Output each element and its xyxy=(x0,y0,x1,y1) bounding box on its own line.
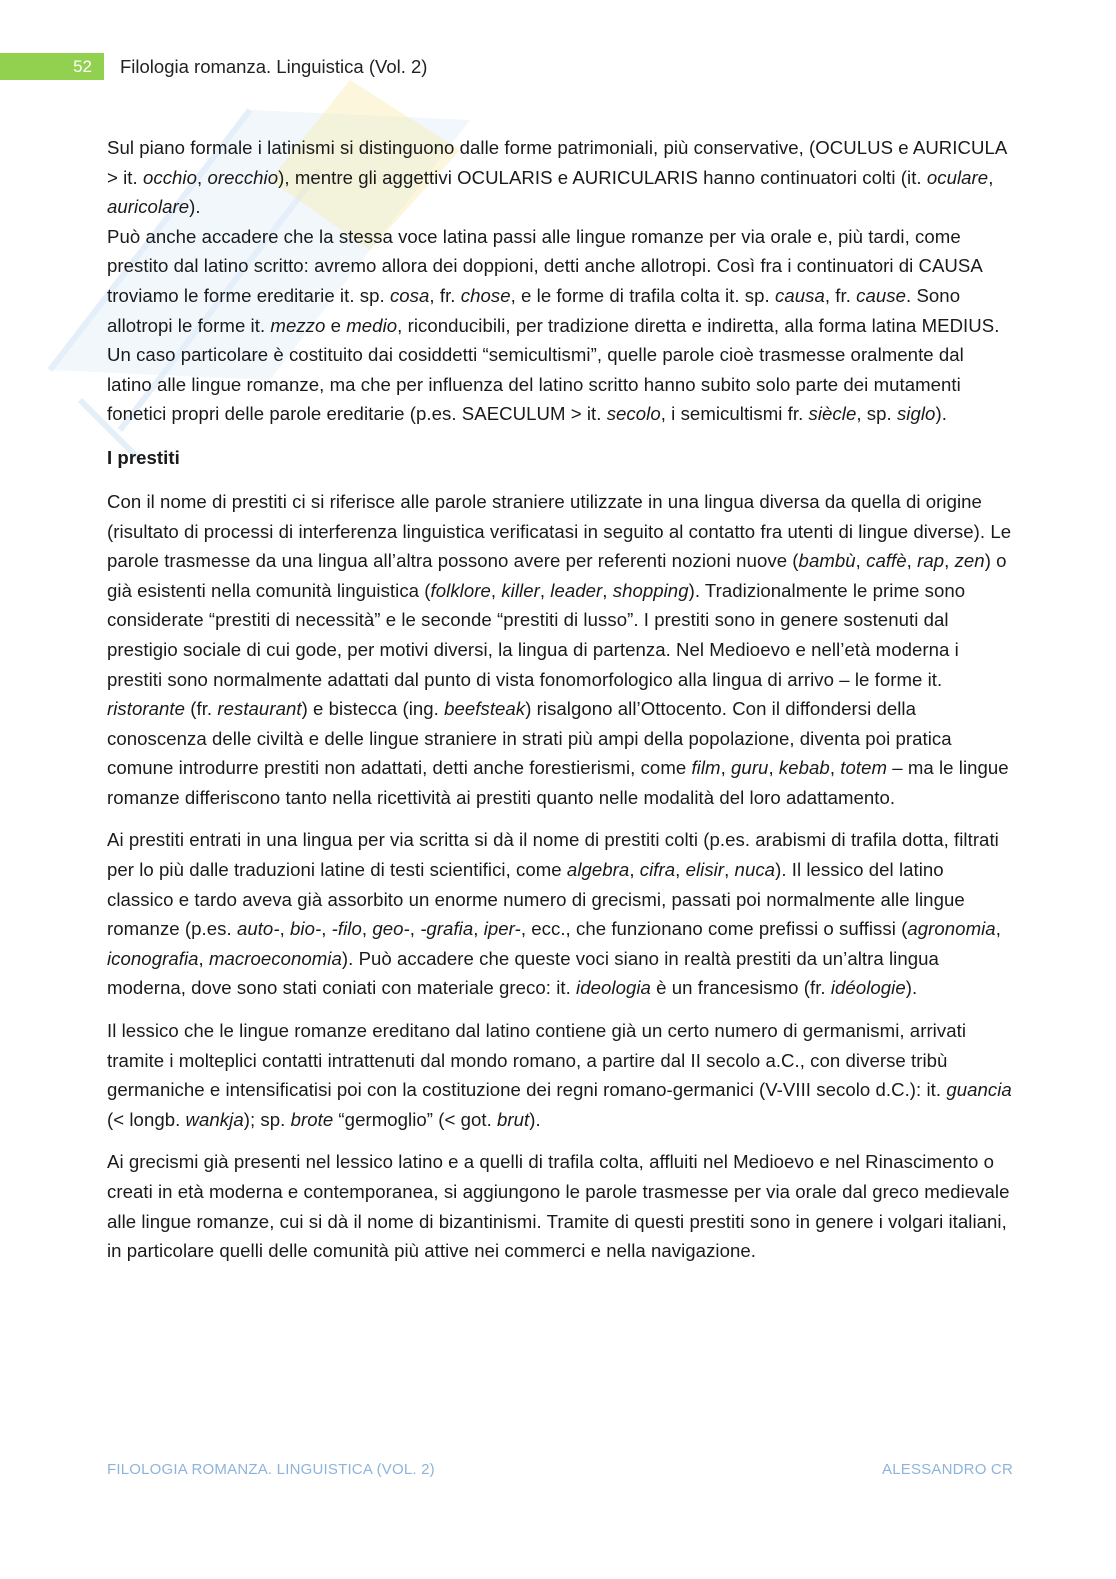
italic-term: leader xyxy=(550,579,603,601)
italic-term: killer xyxy=(501,579,540,601)
italic-term: kebab xyxy=(778,757,830,779)
italic-term: auto- xyxy=(236,918,280,940)
italic-term: shopping xyxy=(612,579,689,601)
paragraph: Sul piano formale i latinismi si distinguono dalle forme patrimoniali, più conservative, (OCULUS e AURICULA > it. occhio, orecchio), mentre gli aggettivi OCULARIS e AURICULARIS hanno continuatori colti (it. oculare, auricolare). xyxy=(107,137,1007,218)
italic-term: folklore xyxy=(430,579,491,601)
italic-term: elisir xyxy=(685,859,725,881)
paragraph: Ai prestiti entrati in una lingua per via scritta si dà il nome di prestiti colti (p.es. arabismi di trafila dotta, filtrati per lo più dalle traduzioni latine di testi scientifici, come algebra, cifra, elisir, nuca). Il lessico del latino classico e tardo aveva già assorbito un enorme numero di grecismi, passati poi normalmente alle lingue romanze (p.es. auto-, bio-, -filo, geo-, -grafia, iper-, ecc., che funzionano come prefissi o suffissi (agronomia, iconografia, macroeconomia). Può accadere che queste voci siano in realtà prestiti da un’altra lingua moderna, dove sono stati coniati con materiale greco: it. ideologia è un francesismo (fr. idéologie). xyxy=(107,829,1001,999)
italic-term: ristorante xyxy=(107,698,186,720)
running-title: Filologia romanza. Linguistica (Vol. 2) xyxy=(120,56,428,77)
page-header xyxy=(0,53,1116,80)
document-body xyxy=(107,133,1012,1266)
italic-term: secolo xyxy=(606,403,661,425)
italic-term: macroeconomia xyxy=(208,947,342,969)
page-number: 52 xyxy=(0,53,104,80)
italic-term: -filo xyxy=(331,918,362,940)
italic-term: bio- xyxy=(290,918,322,940)
italic-term: film xyxy=(691,757,721,779)
italic-term: iper- xyxy=(483,918,521,940)
italic-term: -grafia xyxy=(420,918,474,940)
footer-book-title: FILOLOGIA ROMANZA. LINGUISTICA (VOL. 2) xyxy=(107,1461,435,1478)
section-heading: I prestiti xyxy=(107,446,180,468)
italic-term: siècle xyxy=(808,403,857,425)
italic-term: occhio xyxy=(142,166,198,188)
italic-term: cosa xyxy=(389,284,430,306)
paragraph: Ai grecismi già presenti nel lessico latino e a quelli di trafila colta, affluiti nel Medioevo e nel Rinascimento o creati in età moderna e contemporanea, si aggiungono le parole trasmesse per via orale dal greco medievale alle lingue romanze, cui si dà il nome di bizantinismi. Tramite di questi prestiti sono in genere i volgari italiani, in particolare quelli delle comunità più attive nei commerci e nella navigazione. xyxy=(107,1151,1010,1262)
italic-term: caffè xyxy=(866,550,907,572)
italic-term: zen xyxy=(954,550,985,572)
italic-term: orecchio xyxy=(207,166,279,188)
paragraph: Un caso particolare è costituito dai cosiddetti “semicultismi”, quelle parole cioè trasmesse oralmente dal latino alle lingue romanze, ma che per influenza del latino scritto hanno subito solo parte dei mutamenti fonetici propri delle parole ereditarie (p.es. SAECULUM > it. secolo, i semicultismi fr. siècle, sp. siglo). xyxy=(107,344,964,425)
italic-term: idéologie xyxy=(830,977,906,999)
italic-term: wankja xyxy=(185,1108,244,1130)
italic-term: beefsteak xyxy=(444,698,526,720)
italic-term: restaurant xyxy=(217,698,302,720)
italic-term: auricolare xyxy=(107,196,190,218)
italic-term: nuca xyxy=(734,859,776,881)
footer-author: ALESSANDRO CR xyxy=(882,1461,1013,1478)
italic-term: geo- xyxy=(372,918,410,940)
italic-term: guru xyxy=(731,757,769,779)
paragraph: Con il nome di prestiti ci si riferisce alle parole straniere utilizzate in una lingua diversa da quella di origine (risultato di processi di interferenza linguistica verificatasi in seguito al contatto fra utenti di lingue diverse). Le parole trasmesse da una lingua all’altra possono avere per referenti nozioni nuove (bambù, caffè, rap, zen) o già esistenti nella comunità linguistica (folklore, killer, leader, shopping). Tradizionalmente le prime sono considerate “prestiti di necessità” e le seconde “prestiti di lusso”. I prestiti sono in genere sostenuti dal prestigio sociale di cui gode, per motivi diversi, la lingua di partenza. Nel Medioevo e nell’età moderna i prestiti sono normalmente adattati dal punto di vista fonomorfologico alla lingua di arrivo – le forme it. ristorante (fr. restaurant) e bistecca (ing. beefsteak) risalgono all’Ottocento. Con il diffondersi della conoscenza delle civiltà e delle lingue straniere in strati più ampi della popolazione, diventa poi pratica comune introdurre prestiti non adattati, detti anche forestierismi, come film, guru, kebab, totem – ma le lingue romanze differiscono tanto nella ricettività ai prestiti quanto nelle modalità del loro adattamento. xyxy=(107,490,1012,808)
italic-term: cifra xyxy=(639,859,676,881)
italic-term: guancia xyxy=(946,1079,1012,1101)
italic-term: bambù xyxy=(798,550,856,572)
italic-term: agronomia xyxy=(907,918,996,940)
italic-term: oculare xyxy=(926,166,989,188)
italic-term: mezzo xyxy=(270,314,326,336)
italic-term: ideologia xyxy=(576,977,651,999)
italic-term: brote xyxy=(290,1108,334,1130)
italic-term: cause xyxy=(856,284,907,306)
italic-term: iconografia xyxy=(107,947,199,969)
italic-term: medio xyxy=(346,314,398,336)
italic-term: algebra xyxy=(566,859,630,881)
italic-term: brut xyxy=(497,1108,530,1130)
italic-term: causa xyxy=(774,284,825,306)
italic-term: rap xyxy=(917,550,945,572)
paragraph: Può anche accadere che la stessa voce latina passi alle lingue romanze per via orale e, più tardi, come prestito dal latino scritto: avremo allora dei doppioni, detti anche allotropi. Così fra i continuatori di CAUSA troviamo le forme ereditarie it. sp. cosa, fr. chose, e le forme di trafila colta it. sp. causa, fr. cause. Sono allotropi le forme it. mezzo e medio, riconducibili, per tradizione diretta e indiretta, alla forma latina MEDIUS. xyxy=(107,225,1000,336)
italic-term: chose xyxy=(460,284,511,306)
paragraph: Il lessico che le lingue romanze ereditano dal latino contiene già un certo numero di germanismi, arrivati tramite i molteplici contatti intrattenuti dal mondo romano, a partire dal II secolo a.C., con diverse tribù germaniche e intensificatisi poi con la costituzione dei regni romano-germanici (V-VIII secolo d.C.): it. guancia (< longb. wankja); sp. brote “germoglio” (< got. brut). xyxy=(107,1020,1012,1130)
italic-term: siglo xyxy=(896,403,936,425)
italic-term: totem xyxy=(840,757,888,779)
